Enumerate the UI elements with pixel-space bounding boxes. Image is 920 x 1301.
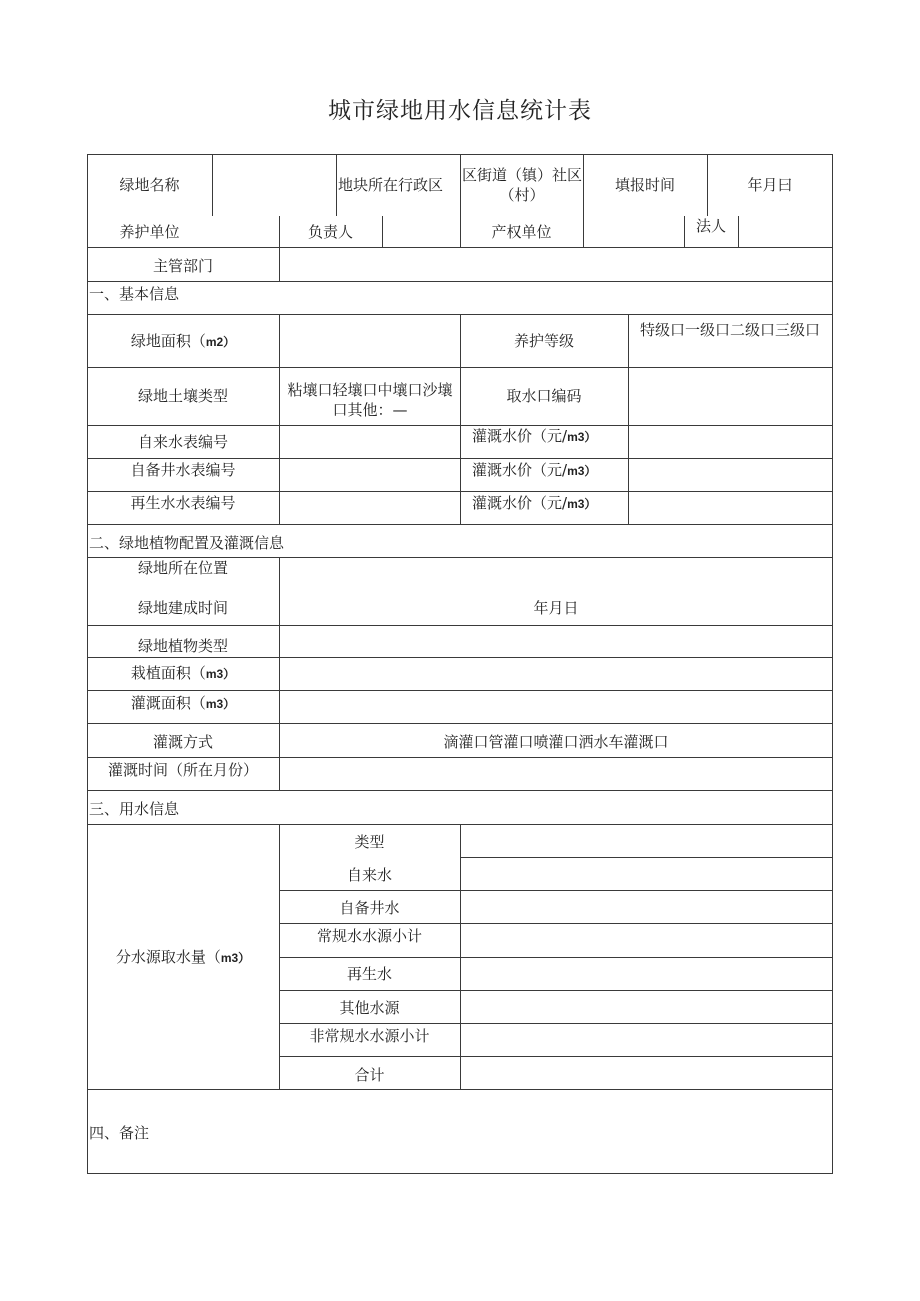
- row-divider: [87, 281, 833, 282]
- row-divider: [87, 757, 833, 758]
- location-label: 绿地所在位置: [137, 559, 228, 577]
- form-title: 城市绿地用水信息统计表: [328, 98, 592, 124]
- well-water-meter-label: 自备井水表编号: [130, 461, 236, 479]
- irrigation-price-label: 灌溉水价（元/m3）: [472, 461, 597, 479]
- col-divider: [212, 154, 213, 216]
- row-divider: [87, 625, 833, 626]
- section-plant-irrigation-heading: 二、绿地植物配置及灌溉信息: [89, 534, 285, 552]
- intake-code-label: 取水口编码: [506, 387, 582, 405]
- row-divider: [460, 857, 833, 858]
- row-divider: [87, 723, 833, 724]
- irrigation-area-label: 灌溉面积（m3）: [130, 694, 236, 712]
- soil-type-label: 绿地土壤类型: [137, 387, 228, 405]
- row-divider: [279, 957, 833, 958]
- water-source-type-label: 类型: [354, 833, 385, 851]
- green-area-label: 绿地面积（m2）: [130, 332, 236, 350]
- row-divider: [87, 1089, 833, 1090]
- nonconventional-subtotal-label: 非常规水水源小计: [309, 1027, 430, 1045]
- street-community-label: 区街道（镇）社区（村）: [462, 166, 583, 204]
- conventional-subtotal-label: 常规水水源小计: [316, 927, 422, 945]
- other-source-label: 其他水源: [339, 999, 400, 1017]
- fill-date-value: 年月曰: [747, 176, 793, 194]
- total-label: 合计: [354, 1066, 385, 1084]
- col-divider: [279, 314, 280, 524]
- district-label: 地块所在行政区: [338, 176, 444, 194]
- col-divider: [738, 216, 739, 247]
- tap-water-meter-label: 自来水表编号: [137, 433, 228, 451]
- legal-person-label: 法人: [695, 217, 726, 235]
- row-divider: [279, 990, 833, 991]
- irrigation-price-label: 灌溉水价（元/m3）: [472, 427, 597, 445]
- maintenance-grade-label: 养护等级: [513, 332, 574, 350]
- green-space-name-label: 绿地名称: [119, 176, 180, 194]
- irrigation-method-options: 滴灌口管灌口喷灌口洒水车灌溉口: [443, 733, 669, 751]
- fill-time-label: 填报时间: [614, 176, 675, 194]
- soil-type-options: 粘壤口轻壤口中壤口沙壤口其他：—: [287, 381, 453, 419]
- recycled-water-meter-label: 再生水水表编号: [130, 494, 236, 512]
- supervising-dept-label: 主管部门: [152, 257, 213, 275]
- built-time-label: 绿地建成时间: [137, 599, 228, 617]
- col-divider: [460, 824, 461, 1089]
- col-divider: [336, 154, 337, 216]
- maintenance-unit-label: 养护单位: [119, 223, 180, 241]
- irrigation-price-label: 灌溉水价（元/m3）: [472, 494, 597, 512]
- section-basic-info-heading: 一、基本信息: [89, 285, 180, 303]
- water-intake-by-source-label: 分水源取水量（m3）: [115, 948, 251, 966]
- section-water-use-heading: 三、用水信息: [89, 800, 180, 818]
- built-date-value: 年月日: [533, 599, 579, 617]
- well-water-label: 自备井水: [339, 899, 400, 917]
- plant-type-label: 绿地植物类型: [137, 637, 228, 655]
- irrigation-time-label: 灌溉时间（所在月份）: [107, 761, 258, 779]
- col-divider: [628, 314, 629, 524]
- row-divider: [279, 923, 833, 924]
- irrigation-method-label: 灌溉方式: [152, 733, 213, 751]
- row-divider: [279, 890, 833, 891]
- tap-water-label: 自来水: [346, 866, 392, 884]
- property-unit-label: 产权单位: [491, 223, 552, 241]
- row-divider: [87, 790, 833, 791]
- col-divider: [279, 824, 280, 1089]
- section-remarks-heading: 四、备注: [89, 1124, 150, 1142]
- col-divider: [279, 557, 280, 790]
- row-divider: [279, 1056, 833, 1057]
- row-divider: [279, 1023, 833, 1024]
- row-divider: [87, 247, 833, 248]
- row-divider: [87, 524, 833, 525]
- col-divider: [583, 154, 584, 247]
- recycled-water-label: 再生水: [346, 965, 392, 983]
- maintenance-grade-options: 特级口一级口二级口三级口: [639, 321, 820, 339]
- col-divider: [279, 247, 280, 281]
- row-divider: [87, 657, 833, 658]
- row-divider: [87, 690, 833, 691]
- col-divider: [382, 216, 383, 247]
- planting-area-label: 栽植面积（m3）: [130, 664, 236, 682]
- responsible-person-label: 负责人: [307, 223, 353, 241]
